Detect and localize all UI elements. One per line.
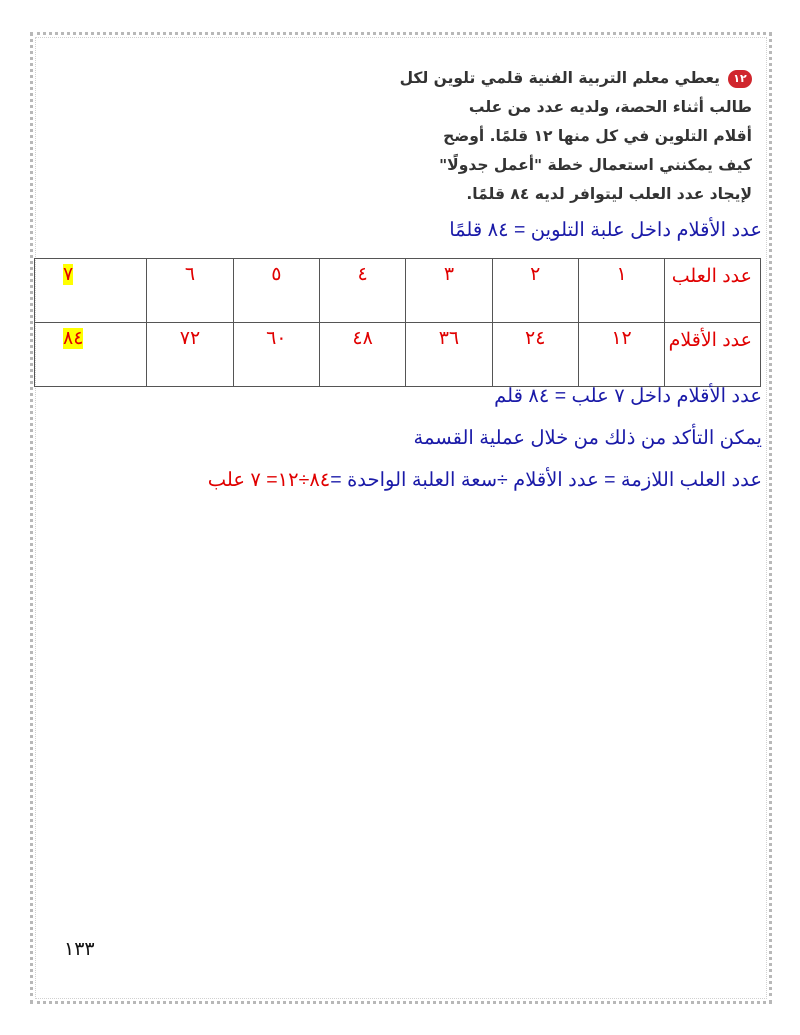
table-cell: ٣	[406, 259, 492, 323]
problem-number-badge: ١٢	[728, 70, 752, 88]
problem-statement	[382, 64, 752, 209]
table-row	[35, 259, 761, 323]
table-row	[35, 323, 761, 387]
table-cell: ١	[578, 259, 664, 323]
table-cell: ٤	[319, 259, 405, 323]
row-label: عدد الأقلام	[665, 323, 761, 387]
table-cell-highlighted: ٧	[35, 259, 147, 323]
table-cell: ٦	[147, 259, 233, 323]
problem-line: أقلام التلوين في كل منها ١٢ قلمًا. أوضح	[443, 127, 752, 145]
problem-line: كيف يمكنني استعمال خطة "أعمل جدولًا"	[439, 156, 752, 174]
table-cell: ١٢	[578, 323, 664, 387]
table-cell: ٢٤	[492, 323, 578, 387]
page-number: ١٣٣	[64, 939, 95, 960]
problem-line: طالب أثناء الحصة، ولديه عدد من علب	[468, 98, 752, 116]
verify-line: يمكن التأكد من ذلك من خلال عملية القسمة	[413, 427, 762, 449]
table-cell-highlighted: ٨٤	[35, 323, 147, 387]
problem-line: ١٢يعطي معلم التربية الفنية قلمي تلوين لكل	[382, 64, 752, 93]
table-cell: ٦٠	[233, 323, 319, 387]
answer-line: عدد الأقلام داخل علبة التلوين = ٨٤ قلمًا	[449, 219, 762, 241]
boxes-table	[34, 258, 761, 387]
problem-line: لإيجاد عدد العلب ليتوافر لديه ٨٤ قلمًا.	[466, 185, 752, 203]
division-line: عدد العلب اللازمة = عدد الأقلام ÷سعة العلبة الواحدة =٨٤÷١٢= ٧ علب	[207, 469, 762, 491]
row-label: عدد العلب	[665, 259, 761, 323]
table-cell: ٤٨	[319, 323, 405, 387]
table-cell: ٢	[492, 259, 578, 323]
table-cell: ٥	[233, 259, 319, 323]
result-line: عدد الأقلام داخل ٧ علب = ٨٤ قلم	[494, 385, 762, 407]
table-cell: ٧٢	[147, 323, 233, 387]
table-cell: ٣٦	[406, 323, 492, 387]
